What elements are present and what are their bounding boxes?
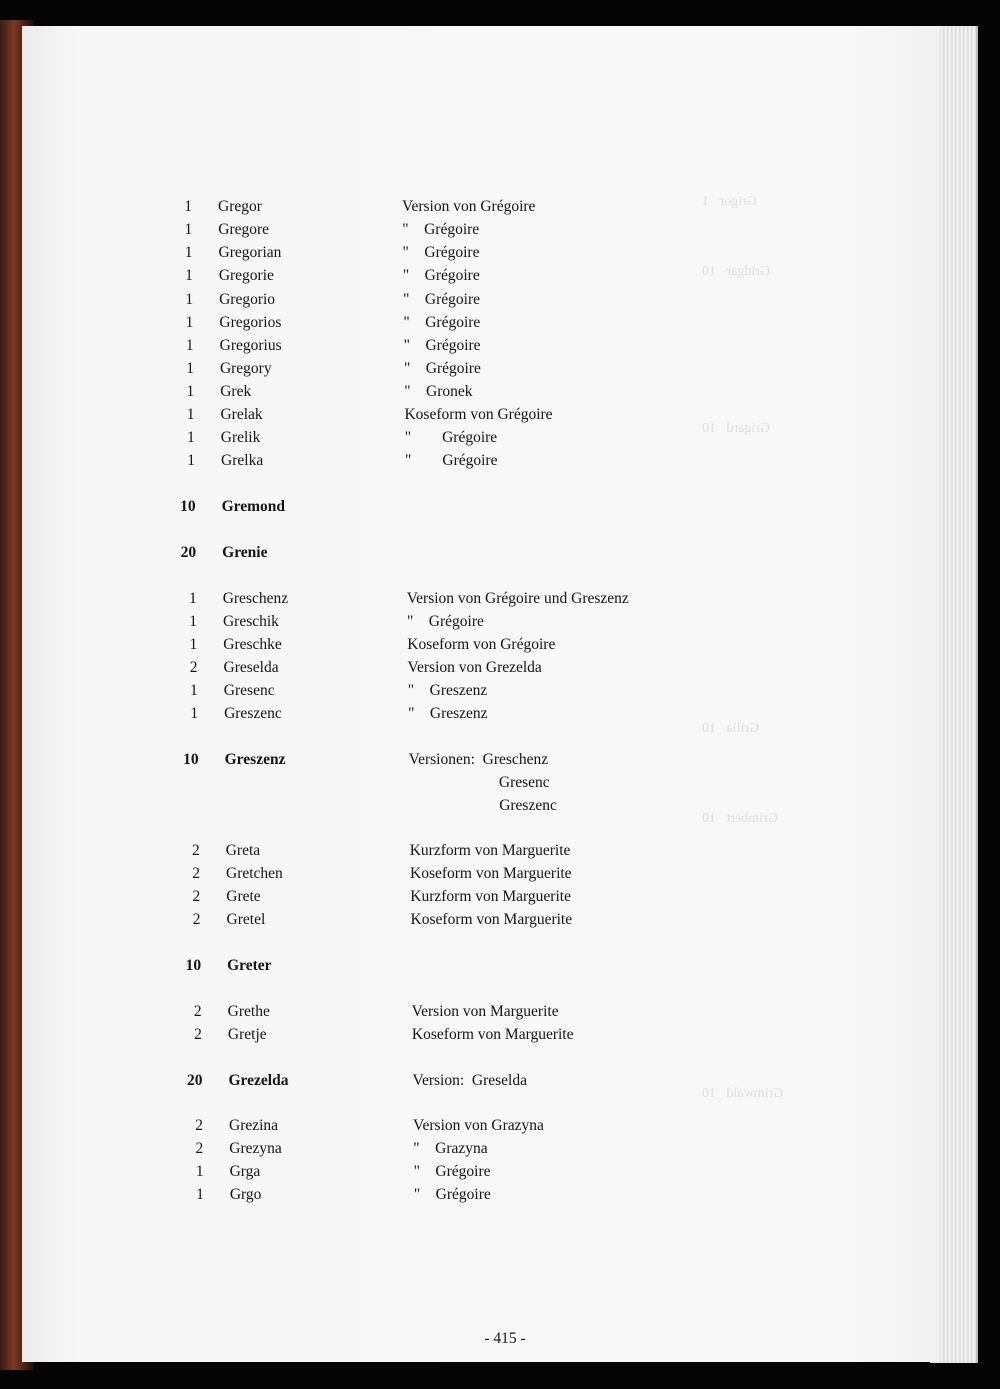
entry-name: Greszenz (224, 751, 286, 768)
entry-description: " Grégoire (413, 1186, 491, 1203)
bleed-through-text: Grilla 10 (702, 721, 760, 736)
list-item (0, 219, 900, 241)
entry-description: " Grégoire (402, 221, 480, 238)
entry-count: 1 (190, 682, 198, 699)
entry-name: Greselda (223, 659, 279, 676)
list-item (0, 312, 900, 334)
entry-name: Greschke (223, 636, 282, 653)
list-item (0, 772, 900, 794)
entry-count: 1 (189, 613, 197, 630)
bleed-through-text: Grigard 10 (702, 421, 771, 436)
entry-description: " Grégoire (413, 1163, 491, 1180)
entry-name: Gregorie (218, 267, 274, 284)
entry-description: Koseform von Grégoire (404, 406, 553, 423)
entry-description: Gresenc (498, 774, 550, 791)
entry-name: Grenie (222, 544, 268, 561)
entry-description: Version von Grégoire (402, 198, 536, 215)
list-item (0, 196, 900, 218)
entry-count: 1 (185, 314, 194, 331)
list-item (0, 358, 900, 380)
entry-count: 2 (192, 888, 201, 905)
entry-description: Version von Marguerite (411, 1003, 559, 1020)
list-item (0, 909, 900, 931)
entry-count: 2 (191, 842, 200, 859)
entry-name: Gregory (219, 360, 272, 377)
entry-description: " Greszenz (408, 705, 488, 722)
entry-description: Version von Grégoire und Greszenz (406, 590, 629, 607)
list-item (0, 611, 900, 633)
entry-name: Grezyna (229, 1140, 282, 1157)
entry-description: " Grégoire (403, 337, 481, 354)
entry-name: Grgo (229, 1186, 262, 1203)
entry-name: Greta (225, 842, 261, 859)
entry-name: Gremond (221, 498, 286, 515)
entry-name: Gregorian (218, 244, 282, 261)
list-item (0, 404, 900, 426)
entry-count: 1 (195, 1163, 204, 1180)
entry-count: 1 (184, 198, 192, 215)
entry-name: Grelak (220, 406, 263, 423)
entry-name: Gregorius (219, 337, 282, 354)
entry-count: 2 (195, 1117, 204, 1134)
entry-name: Grek (220, 383, 252, 400)
entry-description: " Grégoire (402, 244, 480, 261)
entry-name: Greschik (222, 613, 279, 630)
entry-count: 1 (184, 244, 193, 261)
list-item (0, 496, 900, 518)
list-item (0, 289, 900, 311)
bleed-through-text: Grigor 1 (702, 194, 757, 209)
entry-name: Greter (227, 957, 272, 974)
entry-count: 1 (189, 636, 198, 653)
list-item (0, 749, 900, 771)
entry-count: 10 (185, 957, 202, 974)
list-item (0, 1024, 900, 1046)
entry-description: " Grégoire (406, 613, 484, 630)
entry-count: 2 (189, 659, 198, 676)
list-item (0, 588, 900, 610)
entry-description: Koseform von Marguerite (411, 1026, 574, 1043)
list-item (0, 335, 900, 357)
entry-count: 1 (187, 429, 195, 446)
entry-name: Grete (226, 888, 261, 905)
list-item (0, 840, 900, 862)
entry-count: 2 (193, 1003, 202, 1020)
list-item (0, 242, 900, 264)
list-item (0, 634, 900, 656)
entry-description: Koseform von Marguerite (410, 865, 572, 882)
entry-count: 1 (186, 360, 194, 377)
entry-count: 2 (192, 911, 201, 928)
list-item (0, 886, 900, 908)
list-item (0, 1070, 900, 1092)
entry-description: " Grégoire (405, 452, 498, 469)
entry-count: 1 (185, 267, 193, 284)
entry-name: Gretje (227, 1026, 267, 1043)
entry-count: 2 (195, 1140, 204, 1157)
entry-count: 1 (185, 337, 194, 354)
list-item (0, 427, 900, 449)
entry-description: " Gronek (404, 383, 473, 400)
entry-description: " Grégoire (402, 267, 480, 284)
entry-name: Gregore (218, 221, 270, 238)
entry-count: 10 (183, 751, 199, 768)
entry-description: " Grégoire (403, 291, 481, 308)
entry-name: Greschenz (222, 590, 289, 607)
entry-name: Gretchen (226, 865, 283, 882)
list-item (0, 680, 900, 702)
list-item (0, 1001, 900, 1023)
list-item (0, 795, 900, 817)
entry-name: Gregorio (219, 291, 276, 308)
entry-count: 2 (192, 865, 200, 882)
entry-count: 1 (188, 590, 197, 607)
entry-description: Kurzform von Marguerite (410, 888, 571, 905)
entry-name: Greszenc (224, 705, 282, 722)
entry-description: " Grégoire (403, 360, 481, 377)
entry-count: 20 (186, 1072, 203, 1089)
entry-name: Gretel (226, 911, 266, 928)
bleed-through-text: Grimwald 10 (702, 1086, 784, 1101)
entry-name: Grethe (227, 1003, 270, 1020)
bleed-through-text: Grimbert 10 (702, 811, 778, 826)
entry-name: Grga (229, 1163, 261, 1180)
entry-count: 2 (194, 1026, 202, 1043)
bleed-through-text: Gridgar 10 (702, 264, 771, 279)
entry-count: 1 (186, 406, 195, 423)
page-number: - 415 - (484, 1330, 526, 1347)
list-item (0, 1184, 900, 1206)
list-item (0, 1161, 900, 1183)
entry-name: Gregorios (219, 314, 282, 331)
entry-description: Koseform von Grégoire (407, 636, 556, 653)
list-item (0, 381, 900, 403)
entry-description: Koseform von Marguerite (410, 911, 573, 928)
entry-count: 1 (186, 383, 195, 400)
list-item (0, 657, 900, 679)
entry-description: Kurzform von Marguerite (409, 842, 571, 859)
entry-description: Version von Grazyna (413, 1117, 544, 1134)
list-item (0, 542, 900, 564)
entry-description: " Grégoire (404, 429, 498, 446)
list-item (0, 265, 900, 287)
entry-name: Grezina (229, 1117, 279, 1134)
list-item (0, 1138, 900, 1160)
entry-count: 1 (184, 221, 193, 238)
entry-name: Grelik (220, 429, 261, 446)
entry-description: Greszenc (499, 797, 557, 814)
entry-count: 1 (190, 705, 199, 722)
entry-name: Grezelda (228, 1072, 289, 1089)
entry-description: " Greszenz (407, 682, 488, 699)
list-item (0, 703, 900, 725)
entry-count: 1 (187, 452, 196, 469)
entry-description: Version von Grezelda (407, 659, 542, 676)
list-item (0, 955, 900, 977)
entry-description: Versionen: Greschenz (408, 751, 549, 768)
entry-description: " Grazyna (413, 1140, 488, 1157)
entry-name: Gresenc (223, 682, 275, 699)
entry-description: " Grégoire (403, 314, 481, 331)
entry-count: 1 (185, 291, 194, 308)
entry-description: Version: Greselda (412, 1072, 527, 1089)
entry-name: Gregor (218, 198, 262, 215)
entry-count: 10 (180, 498, 196, 515)
list-item (0, 863, 900, 885)
entry-count: 1 (196, 1186, 204, 1203)
list-item (0, 450, 900, 472)
entry-count: 20 (180, 544, 197, 561)
list-item (0, 1115, 900, 1137)
entry-name: Grelka (221, 452, 264, 469)
